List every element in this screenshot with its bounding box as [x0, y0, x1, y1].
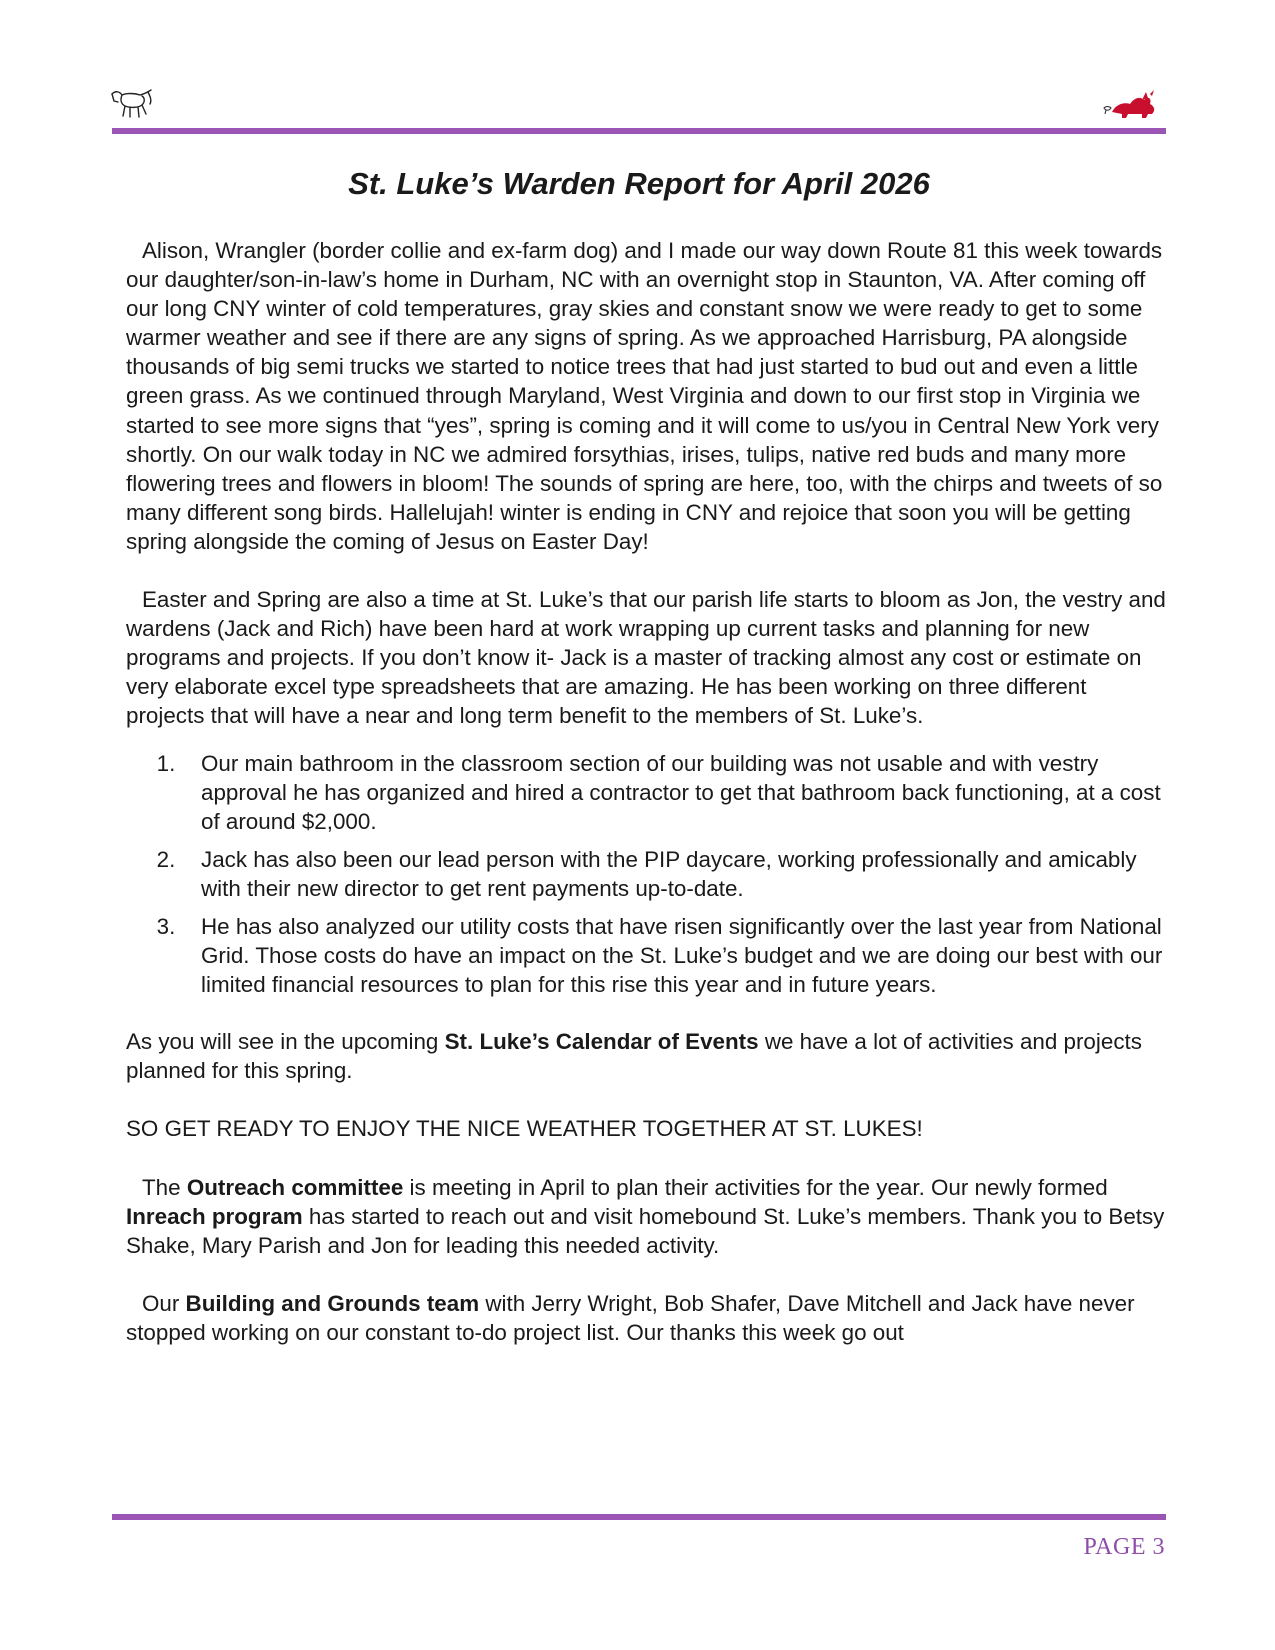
inreach-program-emphasis: Inreach program: [126, 1203, 303, 1229]
list-item: [126, 912, 1166, 999]
outreach-text-3: has started to reach out and visit homebound St. Luke’s members. Thank you to Betsy Shake, Mary Parish and Jon for leading this needed activity.: [126, 1203, 1165, 1258]
list-item-text: Jack has also been our lead person with the PIP daycare, working professionally and amicably with their new director to get rent payments up-to-date.: [201, 846, 1137, 901]
bull-icon: [108, 86, 154, 122]
list-number: 1.: [156, 750, 176, 776]
calendar-events-emphasis: St. Luke’s Calendar of Events: [444, 1029, 759, 1055]
grounds-text-2: with Jerry Wright, Bob Shafer, Dave Mitchell and Jack have never stopped working on our constant to-do project list. Our thanks this week go out: [126, 1290, 1135, 1345]
calendar-text-after: we have a lot of activities and projects planned for this spring.: [126, 1029, 1142, 1084]
grounds-paragraph: [126, 1289, 1166, 1347]
grounds-text-1: Our: [142, 1290, 186, 1316]
list-number: 2.: [156, 846, 176, 872]
intro-paragraph: Alison, Wrangler (border collie and ex-farm dog) and I made our way down Route 81 this week towards our daughter/son-in-law’s home in Durham, NC with an overnight stop in Staunton, VA. After coming off our long CNY winter of cold temperatures, gray skies and constant snow we were ready to get to some warmer weather and see if there are any signs of spring. As we approached Harrisburg, PA alongside thousands of big semi trucks we started to notice trees that had just started to bud out and even a little green grass. As we continued through Maryland, West Virginia and down to our first stop in Virginia we started to see more signs that “yes”, spring is coming and it will come to us/you in Central New York very shortly. On our walk today in NC we admired forsythias, irises, tulips, native red buds and many more flowering trees and flowers in bloom! The sounds of spring are here, too, with the chirps and tweets of so many different song birds. Hallelujah! winter is ending in CNY and rejoice that soon you will be getting spring alongside the coming of Jesus on Easter Day!: [126, 238, 1163, 554]
projects-list: [126, 749, 1166, 1000]
list-item: [126, 749, 1166, 836]
parish-life-paragraph: Easter and Spring are also a time at St. Luke’s that our parish life starts to bloom as Jon, the vestry and wardens (Jack and Rich) have been hard at work wrapping up current tasks and planning for new programs and projects. If you don’t know it- Jack is a master of tracking almost any cost or estimate on very elaborate excel type spreadsheets that are amazing. He has been working on three different projects that will have a near and long term benefit to the members of St. Luke’s.: [126, 587, 1166, 729]
footer-rule: [112, 1514, 1166, 1520]
list-number: 3.: [156, 913, 176, 939]
list-item: [126, 845, 1166, 903]
calendar-text-before: As you will see in the upcoming: [126, 1029, 445, 1055]
red-lion-icon: [1102, 86, 1160, 122]
outreach-paragraph: [126, 1173, 1166, 1260]
calendar-paragraph: [126, 1027, 1166, 1085]
list-item-text: He has also analyzed our utility costs that have risen significantly over the last year from National Grid. Those costs do have an impact on the St. Luke’s budget and we are doing our best with our limited financial resources to plan for this rise this year and in future years.: [201, 913, 1163, 998]
header-rule: [112, 128, 1166, 134]
page-number: PAGE 3: [1083, 1534, 1165, 1560]
outreach-committee-emphasis: Outreach committee: [186, 1174, 404, 1200]
list-item-text: Our main bathroom in the classroom section of our building was not usable and with vestry approval he has organized and hired a contractor to get that bathroom back functioning, at a cost of around $2,000.: [201, 750, 1161, 834]
grounds-team-emphasis: Building and Grounds team: [185, 1290, 480, 1316]
page-title: St. Luke’s Warden Report for April 2026: [348, 166, 930, 201]
outreach-text-1: The: [142, 1174, 187, 1200]
weather-shout: SO GET READY TO ENJOY THE NICE WEATHER TOGETHER AT ST. LUKES!: [126, 1116, 923, 1142]
outreach-text-2: is meeting in April to plan their activities for the year. Our newly formed: [403, 1174, 1108, 1200]
report-body: [126, 236, 1166, 1376]
